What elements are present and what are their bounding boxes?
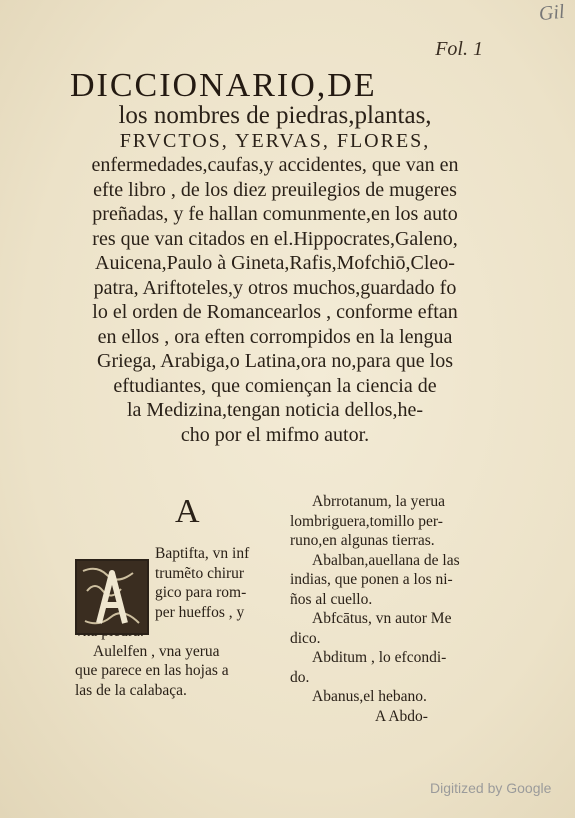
entry-line: runo,en algunas tierras. bbox=[290, 532, 435, 549]
intro-line: patra, Ariftoteles,y otros muchos,guardado fo bbox=[93, 276, 457, 299]
entry-line: las de la calabaça. bbox=[75, 681, 187, 699]
intro-line: efte libro , de los diez preuilegios de mugeres bbox=[93, 178, 457, 201]
intro-line: preñadas, y fe hallan comunmente,en los auto bbox=[92, 203, 458, 225]
intro-line: en ellos , ora eften corrompidos en la lengua bbox=[97, 325, 453, 348]
entry-line: indias, que ponen a los ni- bbox=[290, 571, 453, 588]
section-letter: A bbox=[175, 493, 200, 530]
entry-line: lombriguera,tomillo per- bbox=[290, 512, 443, 530]
page-title: DICCIONARIO,DE bbox=[70, 67, 377, 104]
entry-line: Abanus,el hebano. bbox=[312, 688, 427, 705]
intro-line: cho por el mifmo autor. bbox=[180, 423, 370, 446]
entry-line: Abfcātus, vn autor Me bbox=[312, 610, 452, 627]
intro-line: eftudiantes, que comiençan la ciencia de bbox=[113, 374, 437, 397]
entry-line: per hueffos , y bbox=[155, 603, 245, 621]
intro-line: Griega, Arabiga,o Latina,ora no,para que los bbox=[97, 350, 453, 372]
entry-line: ños al cuello. bbox=[290, 590, 373, 608]
entry-line: dico. bbox=[290, 629, 321, 647]
intro-paragraph bbox=[50, 104, 500, 447]
intro-line: los nombres de piedras,plantas, bbox=[118, 102, 432, 129]
intro-line: enfermedades,caufas,y accidentes, que van en bbox=[91, 154, 459, 176]
right-column bbox=[290, 492, 495, 726]
catchword: A Abdo- bbox=[375, 707, 428, 725]
entry-line: que parece en las hojas a bbox=[75, 662, 229, 679]
entry-line: Abditum , lo efcondi- bbox=[312, 649, 447, 666]
digitized-watermark: Digitized by Google bbox=[430, 780, 552, 796]
entry-line: Aulelfen , vna yerua bbox=[93, 642, 220, 660]
handwritten-margin-note: Gil bbox=[538, 0, 567, 26]
intro-line: Auicena,Paulo à Gineta,Rafis,Mofchiō,Cleo- bbox=[95, 252, 455, 274]
entry-line: gico para rom- bbox=[155, 584, 247, 601]
entry-line: trumẽto chirur bbox=[155, 564, 245, 582]
entry-line: Abrrotanum, la yerua bbox=[312, 493, 445, 510]
decorated-initial-icon bbox=[75, 559, 149, 635]
entry-line: do. bbox=[290, 668, 310, 686]
intro-line: FRVCTOS, YERVAS, FLORES, bbox=[119, 129, 431, 152]
entry-line: Abalban,auellana de las bbox=[312, 551, 460, 569]
intro-line: res que van citados en el.Hippocrates,Galeno, bbox=[92, 227, 458, 250]
intro-line: lo el orden de Romancearlos , conforme eftan bbox=[92, 301, 458, 323]
intro-line: la Medizina,tengan noticia dellos,he- bbox=[126, 399, 423, 421]
left-column bbox=[75, 492, 275, 700]
folio-number: Fol. 1 bbox=[435, 38, 483, 60]
entry-line: Baptifta, vn inf bbox=[155, 545, 250, 562]
